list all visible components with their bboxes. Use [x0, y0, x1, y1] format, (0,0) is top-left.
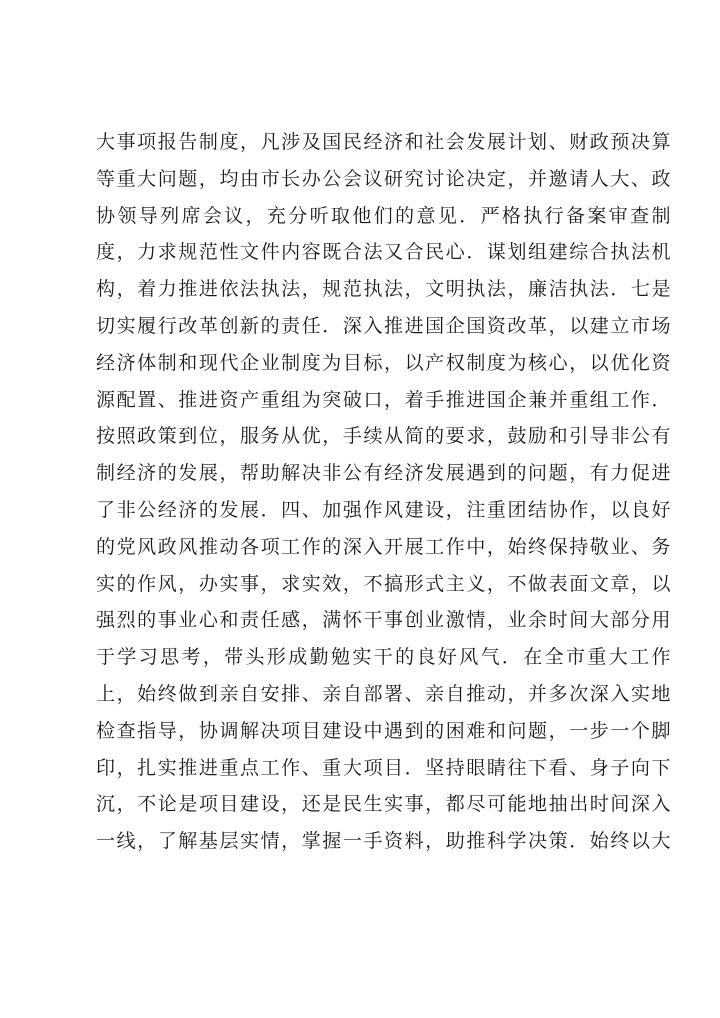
text-line: 于学习思考，带头形成勤勉实干的良好风气．在全市重大工作 — [96, 646, 671, 669]
text-line: 的党风政风推动各项工作的深入开展工作中，始终保持敬业、务 — [96, 535, 671, 558]
text-line: 经济体制和现代企业制度为目标，以产权制度为核心，以优化资 — [96, 351, 671, 374]
text-line: 大事项报告制度，凡涉及国民经济和社会发展计划、财政预决算 — [96, 131, 671, 153]
text-line: 强烈的事业心和责任感，满怀干事创业激情，业余时间大部分用 — [96, 609, 671, 632]
text-line: 源配置、推进资产重组为突破口，着手推进国企兼并重组工作． — [96, 388, 671, 411]
text-line: 按照政策到位，服务从优，手续从简的要求，鼓励和引导非公有 — [96, 425, 671, 448]
text-line: 了非公经济的发展．四、加强作风建设，注重团结协作，以良好 — [96, 498, 671, 521]
text-line: 印，扎实推进重点工作、重大项目．坚持眼睛往下看、身子向下 — [96, 756, 671, 779]
text-line: 沉，不论是项目建设，还是民生实事，都尽可能地抽出时间深入 — [96, 793, 671, 816]
text-line: 实的作风，办实事，求实效，不搞形式主义，不做表面文章，以 — [96, 572, 671, 595]
text-line: 等重大问题，均由市长办公会议研究讨论决定，并邀请人大、政 — [96, 167, 671, 190]
text-line: 一线，了解基层实情，掌握一手资料，助推科学决策．始终以大 — [96, 830, 671, 853]
text-line: 构，着力推进依法执法，规范执法，文明执法，廉洁执法．七是 — [96, 278, 671, 301]
text-line: 协领导列席会议，充分听取他们的意见．严格执行备案审查制 — [96, 204, 671, 227]
text-line: 切实履行改革创新的责任．深入推进国企国资改革，以建立市场 — [96, 314, 671, 337]
text-line: 制经济的发展，帮助解决非公有经济发展遇到的问题，有力促进 — [96, 462, 671, 485]
text-line: 度，力求规范性文件内容既合法又合民心．谋划组建综合执法机 — [96, 241, 671, 264]
body-text — [96, 124, 671, 860]
text-line: 检查指导，协调解决项目建设中遇到的困难和问题，一步一个脚 — [96, 719, 671, 742]
text-line: 上，始终做到亲自安排、亲自部署、亲自推动，并多次深入实地 — [96, 682, 671, 705]
